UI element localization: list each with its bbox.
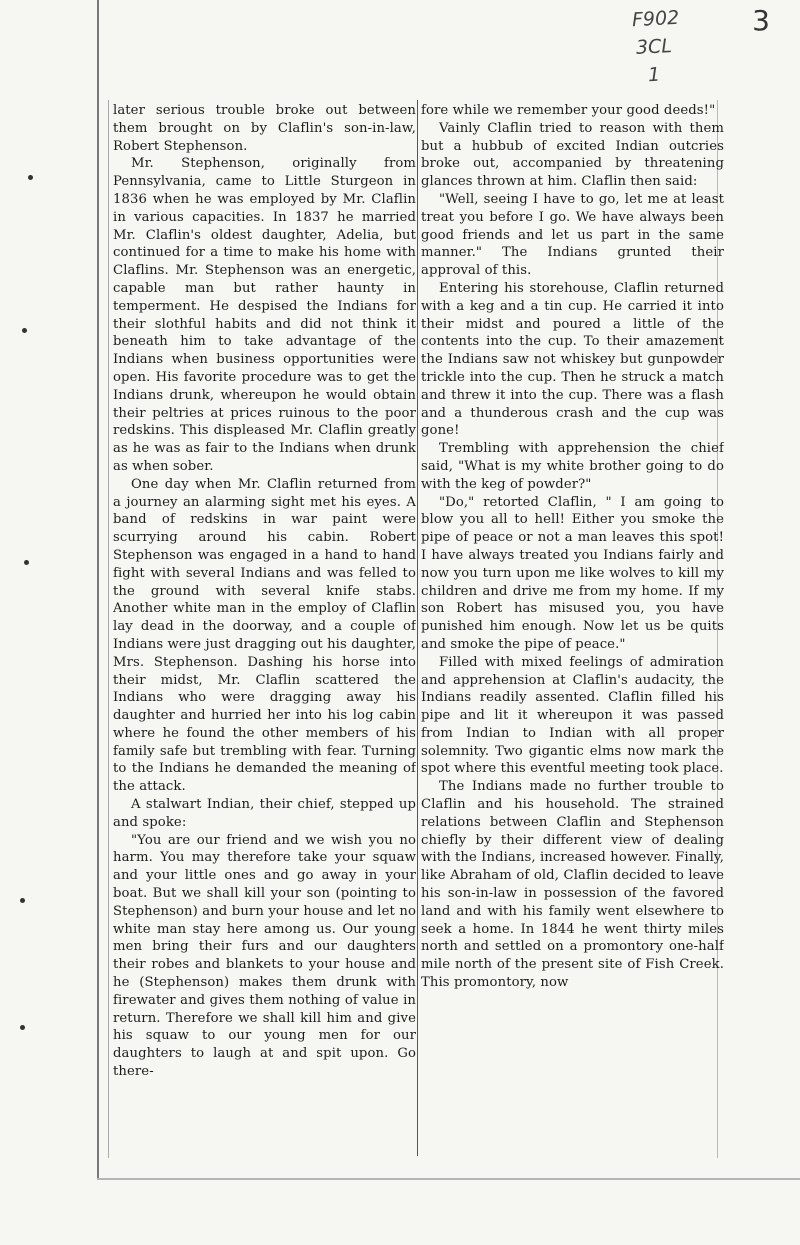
page-bottom-edge [97, 1178, 800, 1180]
page-left-edge [97, 0, 99, 1180]
article-paragraph: Vainly Claflin tried to reason with them but a hubbub of excited Indian outcries broke out, accompanied by threatening glances thrown at him. Claflin then said: [421, 120, 724, 190]
article-paragraph: Mr. Stephenson, originally from Pennsylvania, came to Little Sturgeon in 1836 when he was employed by Mr. Claflin in various capacities. In 1837 he married Mr. Claflin's oldest daughter, Adelia, but continued for a time to make his home with Claflins. Mr. Stephenson was an energetic, capable man but rather haunty in temperment. He despised the Indians for their slothful habits and did not think it beneath him to take advantage of the Indians when business opportunities were open. His favorite procedure was to get the Indians drunk, whereupon he would obtain their peltries at prices ruinous to the poor redskins. This displeased Mr. Claflin greatly as he was as fair to the Indians when drunk as when sober. [113, 156, 416, 474]
article-paragraph: Entering his storehouse, Claflin returned with a keg and a tin cup. He carried it into their midst and poured a little of the contents into the cup. To their amazement the Indians saw not whiskey but gunpowder trickle into the cup. Then he struck a match and threw it into the cup. There was a flash and a thunderous crash and the cup was gone! [421, 280, 724, 439]
punch-hole-mark [20, 1025, 25, 1030]
article-paragraph: "Do," retorted Claflin, " I am going to blow you all to hell! Either you smoke the pipe of peace or not a man leaves this spot! I have always treated you Indians fairly and now you turn upon me like wolves to kill my children and drive me from my home. If my son Robert has misused you, you have punished him enough. Now let us be quits and smoke the pipe of peace." [421, 494, 724, 652]
article-paragraph: One day when Mr. Claflin returned from a journey an alarming sight met his eyes. A band of redskins in war paint were scurrying around his cabin. Robert Stephenson was engaged in a hand to hand fight with several Indians and was felled to the ground with several knife stabs. Another white man in the employ of Claflin lay dead in the doorway, and a couple of Indians were just dragging out his daughter, Mrs. Stephenson. Dashing his horse into their midst, Mr. Claflin scattered the Indians who were dragging away his daughter and hurried her into his log cabin where he found the other members of his family safe but trembling with fear. Turning to the Indians he demanded the meaning of the attack. [113, 476, 416, 795]
article-paragraph: Trembling with apprehension the chief said, "What is my white brother going to do with the keg of powder?" [421, 441, 724, 492]
article-paragraph: later serious trouble broke out between them brought on by Claflin's son-in-law, Robert Stephenson. [113, 103, 416, 154]
punch-hole-mark [24, 560, 29, 565]
archive-code-note: 3CL [635, 35, 673, 59]
article-paragraph: "Well, seeing I have to go, let me at least treat you before I go. We have always been good friends and let us part in the same manner." The Indians grunted their approval of this. [421, 191, 724, 279]
article-paragraph: fore while we remember your good deeds!" [421, 103, 716, 118]
article-right-column [421, 102, 724, 1154]
punch-hole-mark [22, 328, 27, 333]
article-paragraph: A stalwart Indian, their chief, stepped up and spoke: [113, 797, 416, 830]
page-number: 3 [752, 4, 770, 37]
column-divider [417, 100, 418, 1156]
archive-code-note: F902 [631, 6, 680, 32]
article-left-column [113, 102, 416, 1154]
punch-hole-mark [28, 175, 33, 180]
archive-code-note: 1 [647, 63, 661, 87]
article-paragraph: The Indians made no further trouble to Claflin and his household. The strained relations between Claflin and Stephenson chiefly by their different view of dealing with the Indians, increased however. Finally, like Abraham of old, Claflin decided to leave his son-in-law in possession of the favored land and with his family went elsewhere to seek a home. In 1844 he went thirty miles north and settled on a promontory one-half mile north of the present site of Fish Creek. This promontory, now [421, 779, 724, 991]
punch-hole-mark [20, 898, 25, 903]
article-paragraph: "You are our friend and we wish you no harm. You may therefore take your squaw and your little ones and go away in your boat. But we shall kill your son (pointing to Stephenson) and burn your house and let no white man stay here among us. Our young men bring their furs and our daughters their robes and blankets to your house and he (Stephenson) makes them drunk with firewater and gives them nothing of value in return. Therefore we shall kill him and give his squaw to our young men for our daughters to laugh at and spit upon. Go there- [113, 832, 416, 1080]
newspaper-clipping [108, 100, 724, 1158]
article-paragraph: Filled with mixed feelings of admiration and apprehension at Claflin's audacity, the Indians readily assented. Claflin filled his pipe and lit it whereupon it was passed from Indian to Indian with all proper solemnity. Two gigantic elms now mark the spot where this eventful meeting took place. [421, 654, 724, 777]
handwritten-archive-notes [600, 6, 800, 96]
